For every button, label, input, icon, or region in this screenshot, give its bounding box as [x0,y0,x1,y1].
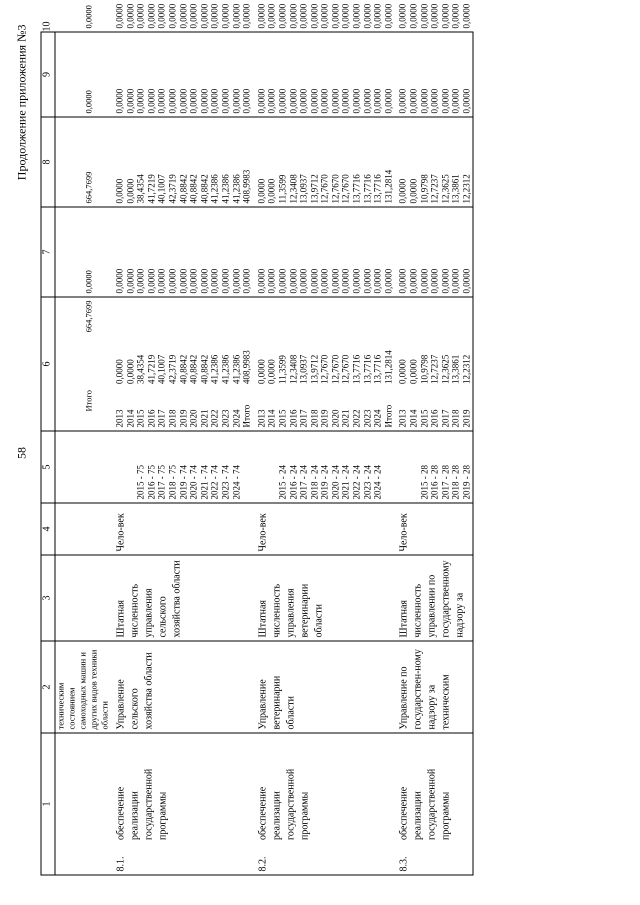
amount-cell: 0,0000 [408,358,419,384]
program-group-row: 8.3. обеспечение реализации государственной программы Управление по государствен-ному надзору за техническим Штатная численность управлении по государственному надзору за Чело-век 2015 - 28 2016 - 28 2017 - 28 2018 - 28 2019 - 28 2013 2014 2015 2016 2017 2018 2019 0,0000 0,0000 10,9798 12,7237 12,3625 13,3861 12,2312 0,0000 0,0000 0,0000 0,0000 0,0000 0,0000 0,0000 0,0000 0,0000 10,9798 12,7237 12,3625 13,3861 12,2312 0,0000 0,0000 0,0000 0,0000 0,0000 0,0000 0,0000 0,0000 0,0000 0,0000 0,0000 0,0000 0,0000 0,0000 [393,32,472,875]
value-column [110,387,252,431]
amount-cell: 0,0000 [124,268,135,293]
amount-cell: 40,8842 [188,173,199,203]
staff-cell [114,434,125,499]
amount-cell: 0,0000 [450,88,461,113]
amount-cell: 10,9798 [418,354,429,384]
staff-cell: 2018 - 28 [450,464,461,499]
item-number: 8.2. [252,843,394,875]
year-cell: 2016 [287,409,298,427]
staff-cell: 2019 - 28 [461,464,471,499]
year-cell: 2014 [408,409,419,427]
amount-cell: 13,9712 [308,354,319,384]
year-cell: 2020 [329,409,340,427]
staff-cell [408,434,419,499]
amount-cell: 0,0000 [351,268,362,293]
amount-cell: 12,3408 [287,354,298,384]
amount-cell: 0,0000 [287,88,298,113]
year-cell: 2018 [308,409,319,427]
staff-cell: 2024 - 24 [372,464,383,499]
item-executor: Управление сельского хозяйства области [110,641,252,733]
amount-cell: 0,0000 [439,88,450,113]
staff-cell: 2018 - 24 [308,464,319,499]
year-cell: 2015 [418,409,429,427]
amount-cell: 0,0000 [135,88,146,113]
year-cell: 2015 [135,409,146,427]
amount-cell: 0,0000 [114,178,124,203]
year-cell: 2014 [124,409,135,427]
continued-executor-text: техническим состоянием самоходных машин и других видов техники области [55,641,111,733]
item-unit: Чело-век [252,503,394,555]
item-executor: Управление по государствен-ному надзору за техническим [393,641,472,733]
year-cell: 2022 [209,409,220,427]
amount-cell: 0,0000 [209,268,220,293]
amount-cell: 41,7219 [145,354,156,384]
amount-cell: 0,0000 [114,88,124,113]
program-table [40,3,473,875]
year-cell: 2024 [230,409,241,427]
staff-cell: 2022 - 74 [209,464,220,499]
amount-cell: 0,0000 [266,358,277,384]
value-column [393,32,472,117]
staff-cell: 2023 - 24 [361,464,372,499]
amount-cell: 41,2386 [209,173,220,203]
total-cell: 664,7699 [55,117,111,207]
amount-cell: 0,0000 [308,268,319,293]
year-cell: 2013 [397,409,408,427]
staff-cell: 2022 - 24 [351,464,362,499]
value-column [252,297,394,387]
staff-cell: 2024 - 74 [230,464,241,499]
amount-cell: 41,7219 [145,173,156,203]
amount-cell: 13,3861 [450,354,461,384]
amount-cell: 0,0000 [166,88,177,113]
staff-cell [125,434,136,499]
amount-cell: 12,2312 [461,173,471,203]
value-column [110,32,252,117]
value-column [110,431,252,503]
amount-cell: 0,0000 [124,88,135,113]
amount-cell: 0,0000 [287,268,298,293]
amount-cell: 0,0000 [361,268,372,293]
amount-cell: 0,0000 [397,358,408,384]
item-goal: обеспечение реализации государственной программы [256,768,310,840]
amount-cell: 0,0000 [124,358,135,384]
amount-cell: 12,7237 [429,354,440,384]
amount-cell: 12,2312 [461,354,471,384]
item-goal: обеспечение реализации государственной программы [115,768,168,840]
value-column [252,207,394,297]
amount-cell: 0,0000 [351,88,362,113]
amount-cell: 0,0000 [266,88,277,113]
amount-cell: 0,0000 [124,178,135,203]
year-cell: 2020 [188,409,199,427]
amount-cell: 41,2386 [230,173,241,203]
amount-cell: 131,2814 [382,169,393,203]
item-indicator: Штатная численность управления ветеринарии области [252,555,394,641]
amount-cell: 0,0000 [298,268,309,293]
staff-cell: 2016 - 24 [287,464,298,499]
year-cell: 2013 [255,409,266,427]
year-cell: 2018 [166,409,177,427]
amount-cell: 0,0000 [114,358,124,384]
amount-cell: 0,0000 [276,268,287,293]
year-cell: 2022 [351,409,362,427]
amount-cell: 0,0000 [230,268,241,293]
amount-cell: 0,0000 [241,268,252,293]
value-column [252,117,394,207]
amount-cell: 0,0000 [361,88,372,113]
staff-cell: 2016 - 75 [145,464,156,499]
staff-cell [256,434,267,499]
amount-cell: 0,0000 [156,88,167,113]
staff-cell: 2020 - 24 [329,464,340,499]
amount-cell: 11,3599 [276,174,287,203]
amount-cell: 0,0000 [241,88,252,113]
value-column [252,32,394,117]
amount-cell: 0,0000 [418,88,429,113]
amount-cell: 12,7670 [340,173,351,203]
amount-cell: 0,0000 [329,268,340,293]
value-column [110,297,252,387]
item-indicator: Штатная численность управлении по государственному надзору за [393,555,472,641]
amount-cell: 0,0000 [198,268,209,293]
amount-cell: 40,8842 [198,173,209,203]
staff-cell: 2023 - 74 [219,464,230,499]
amount-cell: 0,0000 [319,268,330,293]
amount-cell: 11,3599 [276,354,287,384]
amount-cell: 0,0000 [382,88,393,113]
amount-cell: 13,7716 [361,173,372,203]
program-group-row: 8.1. обеспечение реализации государственной программы Управление сельского хозяйства области Штатная численность управления сельского хозяйства области Чело-век 2015 - 75 2016 - 75 2017 - 75 2018 - 75 2019 - 74 2020 - 74 2021 - 74 2022 - 74 2023 - 74 2024 - 74 2013 2014 2015 2016 2017 2018 2019 2020 2021 2022 2023 2024 Итого 0,0000 0,0000 38,4354 41,7219 40,1007 42,3719 40,8842 40,8842 40,8842 41,2386 41,2386 41,2386 408,9983 0,0000 0,0000 0,0000 0,0000 0,0000 0,0000 0,0000 0,0000 0,0000 0,0000 0,0000 0,0000 0,0000 0,0000 0,0000 38,4354 41,7219 40,1007 42,3719 40,8842 40,8842 40,8842 41,2386 41,2386 41,2386 408,9983 0,0000 0,0000 0,0000 0,0000 0,0000 0,0000 0,0000 0,0000 0,0000 0,0000 0,0000 0,0000 0,0000 0,0000 0,0000 0,0000 0,0000 0,0000 0,0000 0,0000 0,0000 0,0000 0,0000 0,0000 0,0000 0,0000 [110,32,252,875]
amount-cell: 0,0000 [188,88,199,113]
amount-cell: 0,0000 [209,88,220,113]
year-cell: 2023 [361,409,372,427]
item-goal: обеспечение реализации государственной программы [393,733,472,843]
amount-cell: 41,2386 [230,354,241,384]
amount-cell: 0,0000 [397,268,408,293]
header-row: 1 2 3 4 5 6 7 8 9 10 [41,32,55,875]
amount-cell: 0,0000 [382,268,393,293]
year-cell: 2019 [319,409,330,427]
amount-cell: 0,0000 [340,268,351,293]
amount-cell: 0,0000 [230,88,241,113]
header-cell: 2 [41,641,55,733]
amount-cell: 0,0000 [408,268,419,293]
value-column [252,387,394,431]
value-column [393,387,472,431]
staff-cell: 2017 - 75 [156,464,167,499]
item-unit: Чело-век [110,503,252,555]
amount-cell: 13,7716 [361,354,372,384]
total-label: Итого [83,389,93,411]
amount-cell: 0,0000 [308,88,319,113]
staff-cell [383,434,394,499]
staff-cell: 2020 - 74 [188,464,199,499]
header-cell: 4 [41,503,55,555]
amount-cell: 0,0000 [198,88,209,113]
amount-cell: 13,0937 [298,173,309,203]
amount-cell: 0,0000 [255,358,266,384]
value-column [393,431,472,503]
year-cell: 2023 [219,409,230,427]
amount-cell: 13,3861 [450,173,461,203]
staff-cell: 2016 - 28 [429,464,440,499]
amount-cell: 408,9983 [241,169,252,203]
amount-cell: 0,0000 [266,178,277,203]
amount-cell: 0,0000 [408,178,419,203]
amount-cell: 41,2386 [219,354,230,384]
year-cell: 2021 [198,409,209,427]
value-column [252,431,394,503]
amount-cell: 0,0000 [439,268,450,293]
year-cell: 2017 [439,409,450,427]
staff-cell: 2015 - 24 [276,464,287,499]
amount-cell: 13,7716 [351,354,362,384]
year-cell: 2021 [340,409,351,427]
amount-cell: 38,4354 [135,354,146,384]
item-number: 8.3. [393,843,472,875]
staff-cell: 2017 - 28 [439,464,450,499]
staff-cell: 2015 - 75 [135,464,146,499]
value-column [393,297,472,387]
staff-cell: 2019 - 74 [177,464,188,499]
amount-cell: 0,0000 [114,268,124,293]
year-cell: 2019 [177,409,188,427]
amount-cell: 12,7670 [329,173,340,203]
program-group-row: 8.2. обеспечение реализации государственной программы Управление ветеринарии области Штатная численность управления ветеринарии области Чело-век 2015 - 24 2016 - 24 2017 - 24 2018 - 24 2019 - 24 2020 - 24 2021 - 24 2022 - 24 2023 - 24 2024 - 24 2013 2014 2015 2016 2017 2018 2019 2020 2021 2022 2023 2024 Итого 0,0000 0,0000 11,3599 12,3408 13,0937 13,9712 12,7670 12,7670 12,7670 13,7716 13,7716 13,7716 131,2814 0,0000 0,0000 0,0000 0,0000 0,0000 0,0000 0,0000 0,0000 0,0000 0,0000 0,0000 0,0000 0,0000 0,0000 0,0000 11,3599 12,3408 13,0937 13,9712 12,7670 12,7670 12,7670 13,7716 13,7716 13,7716 131,2814 0,0000 0,0000 0,0000 0,0000 0,0000 0,0000 0,0000 0,0000 0,0000 0,0000 0,0000 0,0000 0,0000 0,0000 0,0000 0,0000 0,0000 0,0000 0,0000 0,0000 0,0000 0,0000 0,0000 0,0000 0,0000 0,0000 [252,32,394,875]
amount-cell: 0,0000 [177,88,188,113]
header-cell: 1 [41,733,55,875]
year-cell: 2014 [266,409,277,427]
amount-cell: 0,0000 [166,268,177,293]
amount-cell: 12,7670 [329,354,340,384]
header-cell: 8 [41,117,55,207]
amount-cell: 408,9983 [241,349,252,384]
amount-cell: 0,0000 [219,88,230,113]
year-cell: 2015 [276,409,287,427]
year-cell: 2018 [450,409,461,427]
year-cell: 2016 [145,409,156,427]
item-number: 8.1. [110,843,252,875]
amount-cell: 0,0000 [461,88,471,113]
amount-cell: 0,0000 [329,88,340,113]
amount-cell: 13,9712 [308,173,319,203]
amount-cell: 13,7716 [372,354,383,384]
continued-row: техническим состоянием самоходных машин и других видов техники области Итого 664,7699 0,0000 664,7699 0,0000 0,0000 [55,32,111,875]
amount-cell: 0,0000 [450,268,461,293]
total-value: 664,7699 [83,300,93,332]
amount-cell: 12,7237 [429,173,440,203]
item-executor: Управление ветеринарии области [252,641,394,733]
amount-cell: 41,2386 [219,173,230,203]
header-cell: 6 [41,297,55,431]
header-cell: 5 [41,431,55,503]
amount-cell: 10,9798 [418,173,429,203]
amount-cell: 42,3719 [166,173,177,203]
amount-cell: 0,0000 [372,268,383,293]
amount-cell: 0,0000 [429,268,440,293]
amount-cell: 131,2814 [382,349,393,384]
amount-cell: 0,0000 [418,268,429,293]
staff-cell: 2021 - 74 [198,464,209,499]
amount-cell: 12,7670 [319,354,330,384]
amount-cell: 0,0000 [319,88,330,113]
amount-cell: 0,0000 [397,178,408,203]
year-cell: 2016 [429,409,440,427]
amount-cell: 40,1007 [156,354,167,384]
year-cell: 2017 [298,409,309,427]
staff-cell: 2019 - 24 [319,464,330,499]
year-cell: 2019 [461,409,471,427]
amount-cell: 0,0000 [298,88,309,113]
amount-cell: 0,0000 [135,268,146,293]
staff-cell [241,434,252,499]
amount-cell: 40,8842 [198,354,209,384]
appendix-continuation-label: Продолжение приложения №3 [14,24,28,180]
value-column [393,117,472,207]
amount-cell: 0,0000 [276,88,287,113]
amount-cell: 40,8842 [188,354,199,384]
value-column [393,207,472,297]
amount-cell: 12,7670 [319,173,330,203]
header-cell: 7 [41,207,55,297]
amount-cell: 40,8842 [177,173,188,203]
amount-cell: 0,0000 [408,88,419,113]
amount-cell: 0,0000 [461,268,471,293]
item-indicator: Штатная численность управления сельского хозяйства области [110,555,252,641]
amount-cell: 13,7716 [372,173,383,203]
staff-cell: 2015 - 28 [418,464,429,499]
staff-cell: 2021 - 24 [340,464,351,499]
amount-cell: 0,0000 [255,268,266,293]
staff-cell [397,434,408,499]
year-cell: 2024 [372,409,383,427]
amount-cell: 0,0000 [156,268,167,293]
year-cell: 2017 [156,409,167,427]
amount-cell: 0,0000 [255,88,266,113]
amount-cell: 13,0937 [298,354,309,384]
amount-cell: 0,0000 [372,88,383,113]
amount-cell: 0,0000 [266,268,277,293]
amount-cell: 38,4354 [135,173,146,203]
header-cell: 3 [41,555,55,641]
staff-cell: 2018 - 75 [166,464,177,499]
amount-cell: 40,8842 [177,354,188,384]
item-unit: Чело-век [393,503,472,555]
staff-cell: 2017 - 24 [298,464,309,499]
amount-cell: 40,1007 [156,173,167,203]
header-cell: 9 [41,32,55,117]
amount-cell: 42,3719 [166,354,177,384]
value-column [110,117,252,207]
staff-cell [266,434,277,499]
value-column [110,207,252,297]
amount-cell: 12,3625 [439,354,450,384]
amount-cell: 0,0000 [340,88,351,113]
amount-cell: 0,0000 [219,268,230,293]
amount-cell: 0,0000 [177,268,188,293]
year-cell: Итого [382,404,393,427]
amount-cell: 12,7670 [340,354,351,384]
total-cell: 0,0000 [55,207,111,297]
amount-cell: 41,2386 [209,354,220,384]
amount-cell: 0,0000 [145,268,156,293]
total-cell: 0,0000 [55,32,111,117]
amount-cell: 13,7716 [351,173,362,203]
year-cell: 2013 [114,409,124,427]
amount-cell: 12,3625 [439,173,450,203]
page-number: 58 [14,446,28,459]
year-cell: Итого [241,404,252,427]
amount-cell: 0,0000 [188,268,199,293]
amount-cell: 0,0000 [429,88,440,113]
amount-cell: 0,0000 [145,88,156,113]
amount-cell: 0,0000 [397,88,408,113]
amount-cell: 12,3408 [287,173,298,203]
amount-cell: 0,0000 [255,178,266,203]
